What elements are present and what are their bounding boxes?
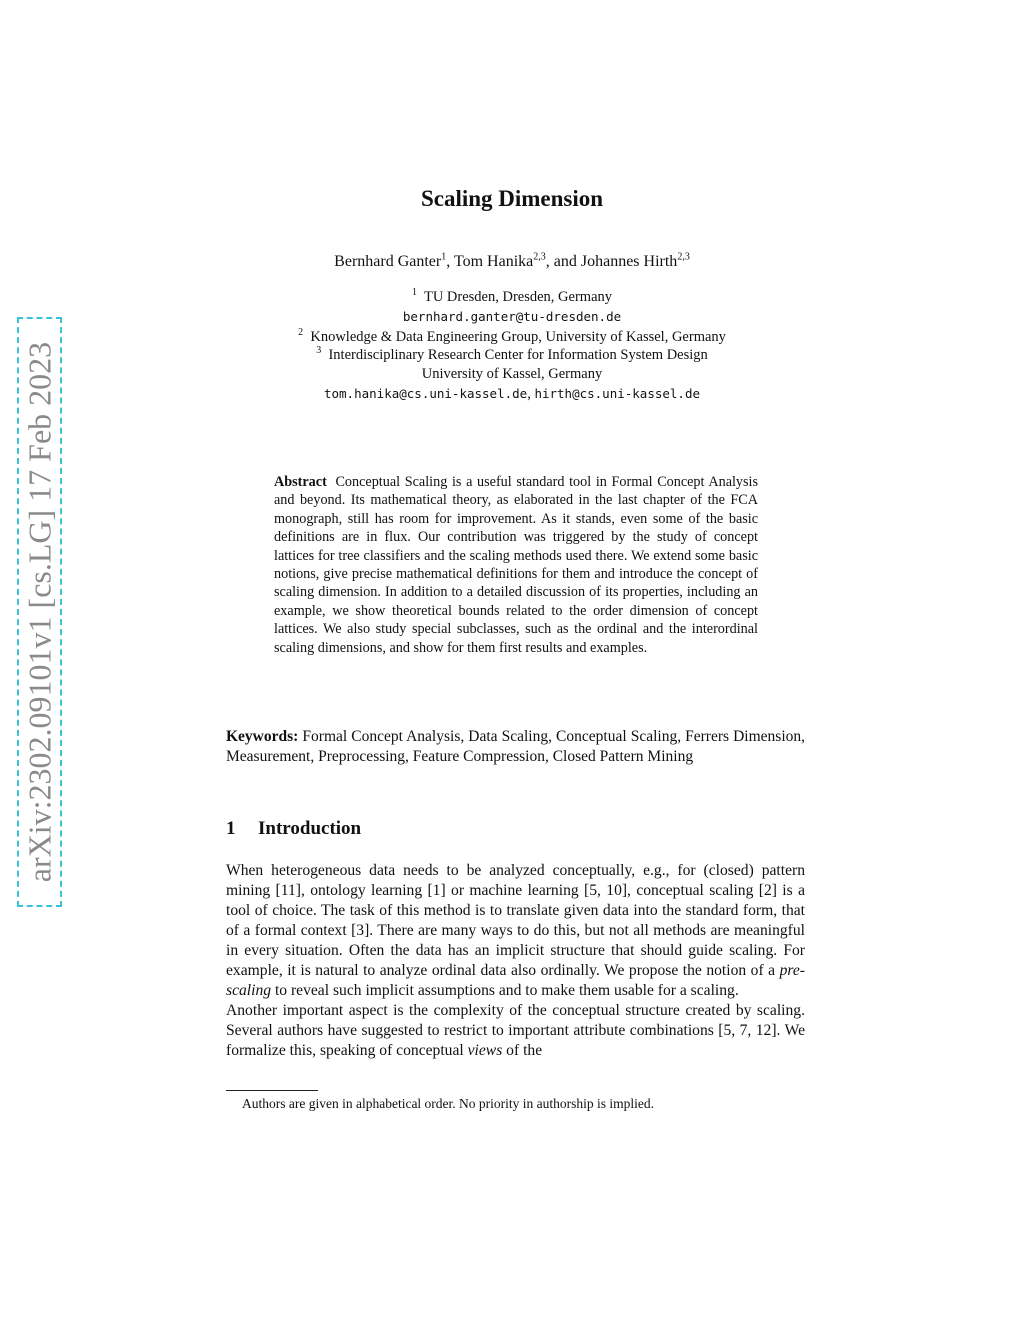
abstract-text: Conceptual Scaling is a useful standard tool in Formal Concept Analysis and beyond. Its mathematical theory, as elaborated in the last chapter of the FCA monograph, still has room for improvement. As it stands, even some of the basic definitions are in flux. Our contribution was triggered by the study of concept lattices for tree classifiers and the scaling methods used there. We extend some basic notions, give precise mathematical definitions for them and introduce the concept of scaling dimension. In addition to a detailed discussion of its properties, including an example, we show theoretical bounds related to the order dimension of concept lattices. We also study special subclasses, such as the ordinal and the interordinal scaling dimensions, and show for them first results and examples. (274, 474, 759, 656)
author-name: Bernhard Ganter (334, 253, 442, 270)
emphasis: views (467, 1042, 503, 1059)
keywords-text: Formal Concept Analysis, Data Scaling, Conceptual Scaling, Ferrers Dimension, Measurement, Preprocessing, Feature Compression, Closed Pattern Mining (226, 728, 805, 765)
affiliation-1 (0, 289, 1024, 306)
section-title: Introduction (258, 818, 362, 839)
affiliation-mark: 3 (316, 345, 322, 357)
email-link[interactable]: tom.hanika@cs.uni-kassel.de (323, 386, 528, 401)
body-text (226, 861, 805, 1061)
abstract (274, 473, 758, 657)
text-run: of the (502, 1042, 543, 1059)
affiliation-emails (0, 386, 1024, 403)
affiliation-mark: 2 (298, 327, 304, 339)
affiliation-text: Knowledge & Data Engineering Group, University of Kassel, Germany (310, 329, 726, 345)
author-name: Johannes Hirth (580, 253, 678, 270)
affiliation-3-line-2: University of Kassel, Germany (421, 366, 603, 382)
abstract-label: Abstract (274, 474, 327, 490)
text-run: to reveal such implicit assumptions and to make them usable for a scaling. (271, 982, 739, 999)
affiliation-1-email-line (0, 309, 1024, 326)
paragraph (226, 1001, 805, 1061)
email-link[interactable]: bernhard.ganter@tu-dresden.de (402, 309, 622, 324)
arxiv-identifier: arXiv:2302.09101v1 [cs.LG] 17 Feb 2023 (21, 341, 57, 883)
keywords-label: Keywords: (226, 728, 299, 745)
author-separator: , and (545, 253, 581, 270)
affiliation-text: Interdisciplinary Research Center for Information System Design (328, 347, 708, 363)
affiliation-3 (0, 347, 1024, 364)
footnote-rule (226, 1090, 318, 1091)
emphasis: pre-scaling (226, 962, 805, 999)
footnote: Authors are given in alphabetical order. No priority in authorship is implied. (242, 1096, 655, 1111)
paper-title: Scaling Dimension (420, 186, 604, 211)
paragraph (226, 861, 805, 1001)
affiliation-mark: 2,3 (677, 251, 690, 263)
text-run: Another important aspect is the complexity of the conceptual structure created by scaling. Several authors have suggested to restrict to important attribute combinations [5, 7, 12]. We formalize this, speaking of conceptual (226, 1002, 805, 1059)
affiliation-mark: 1 (411, 287, 417, 299)
author-list (0, 253, 1024, 271)
affiliation-mark: 2,3 (533, 251, 546, 263)
email-separator: , (527, 386, 535, 402)
author-separator: , (446, 253, 454, 270)
affiliation-mark: 1 (441, 251, 447, 263)
affiliation-text: TU Dresden, Dresden, Germany (423, 289, 613, 305)
affiliation-2 (0, 329, 1024, 346)
section-heading (226, 818, 361, 840)
keywords (226, 727, 805, 767)
author-name: Tom Hanika (453, 253, 534, 270)
arxiv-stamp (17, 317, 62, 907)
text-run: When heterogeneous data needs to be analyzed conceptually, e.g., for (closed) pattern mining [11], ontology learning [1] or machine learning [5, 10], conceptual scaling [2] is a tool of choice. The task of this method is to translate given data into the standard form, that of a formal context [3]. There are many ways to do this, but not all methods are meaningful in every situation. Often the data has an implicit structure that should guide scaling. For example, it is natural to analyze ordinal data also ordinally. We propose the notion of a (226, 862, 805, 979)
section-number: 1 (226, 818, 236, 839)
email-link[interactable]: hirth@cs.uni-kassel.de (534, 386, 701, 401)
